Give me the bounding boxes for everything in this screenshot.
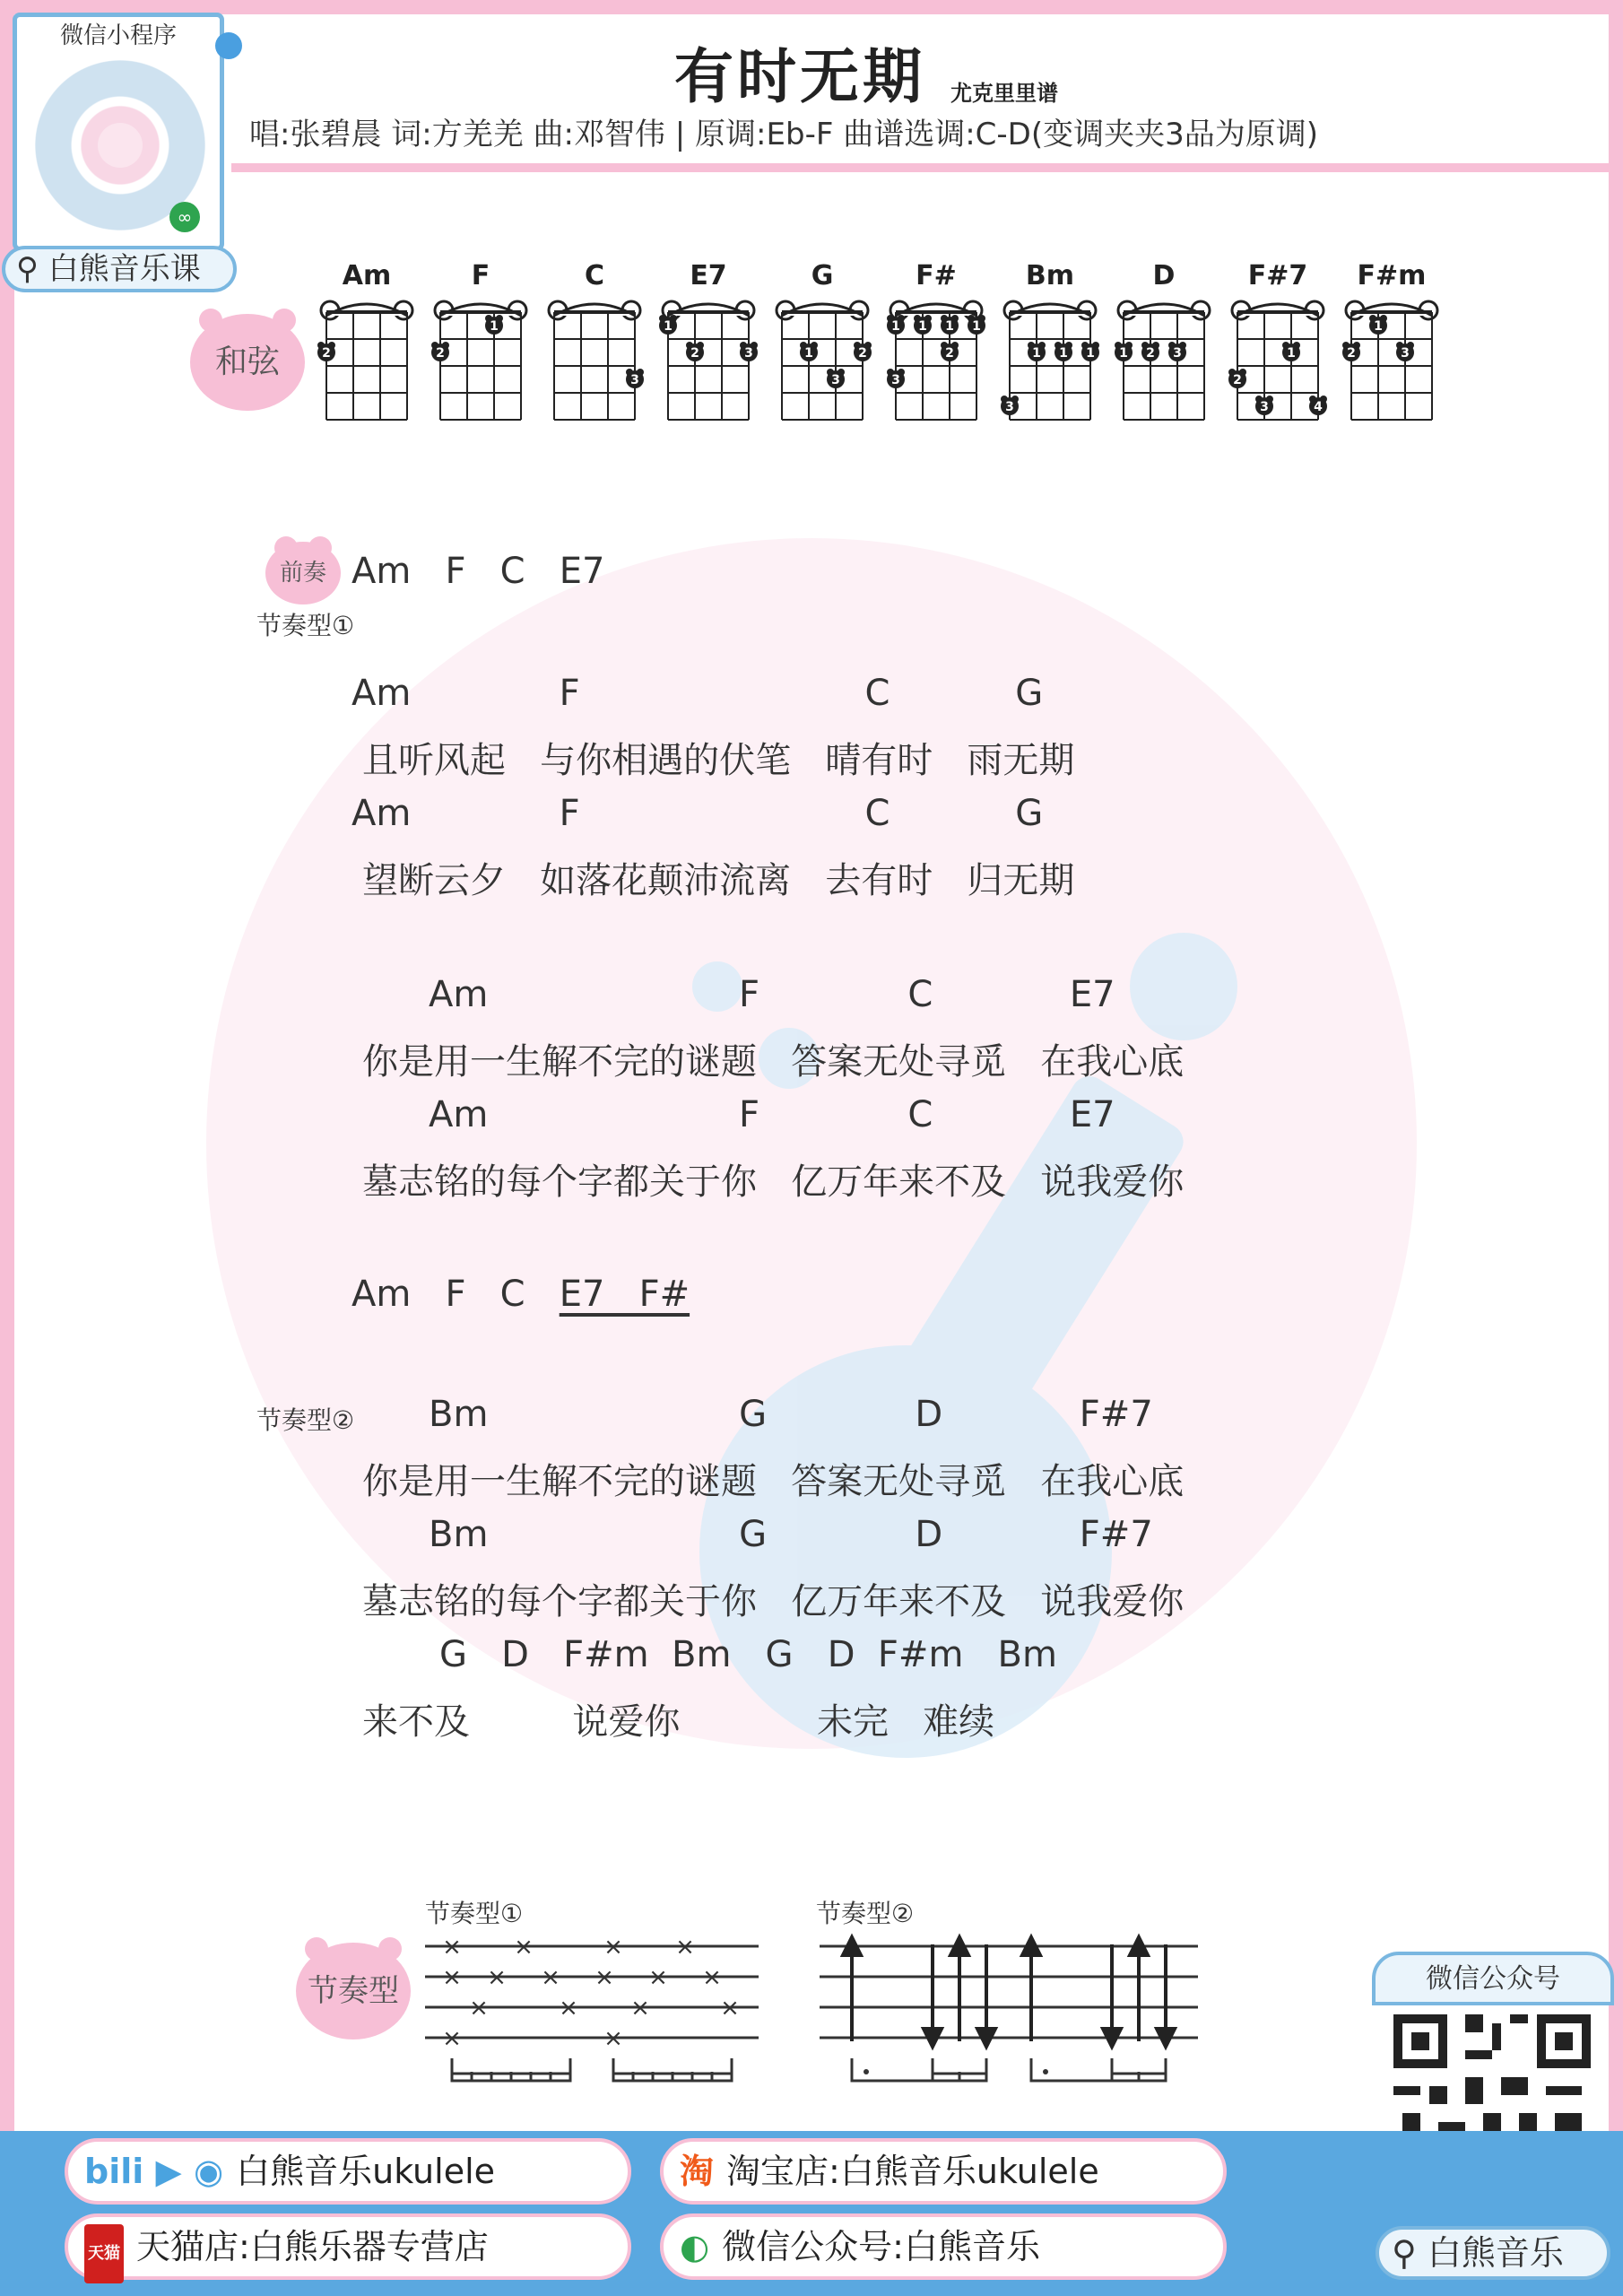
chord-diagram-c [545,260,644,430]
finger-dot [626,369,644,388]
fretboard-grid [1228,296,1327,430]
svg-text:1: 1 [664,319,673,334]
wechat-label: 微信公众号:白熊音乐 [722,2227,1040,2266]
chorus2-chords-1: Bm G D F#7 [429,1394,1153,1435]
svg-text:×: × [595,1964,614,1991]
mini-program-code-icon[interactable] [35,60,205,230]
finger-dot [854,342,872,361]
chorus1-chords-2: Am F C E7 [429,1094,1115,1135]
header-divider [231,163,1609,172]
wechat-search[interactable] [1376,2226,1610,2280]
chord-name: F# [916,260,957,291]
tmall-link[interactable] [65,2213,631,2280]
chord-diagram-fsharpm [1342,260,1441,430]
finger-dot [1028,342,1046,361]
finger-dot [941,342,959,361]
svg-text:×: × [559,1995,578,2022]
verse-lyric-2: 望断云夕 如落花颠沛流离 去有时 归无期 [362,860,1075,901]
chorus1-lyric-2: 墓志铭的每个字都关于你 亿万年来不及 说我爱你 [362,1161,1185,1203]
svg-text:2: 2 [1146,346,1155,361]
chord-name: Bm [1025,260,1075,291]
finger-dot [941,315,959,335]
finger-dot [1282,342,1300,361]
svg-text:×: × [702,1964,722,1991]
chorus1-chords-1: Am F C E7 [429,974,1115,1015]
song-subtitle: 尤克里里谱 [950,81,1058,106]
svg-text:3: 3 [1401,346,1410,361]
search-icon: ⚲ [1392,2233,1428,2273]
finger-dot [1141,342,1159,361]
chord-diagram-g [773,260,872,430]
svg-text:2: 2 [858,346,867,361]
svg-text:×: × [442,1964,462,1991]
intro-badge [265,542,341,604]
chorus2-chords-2: Bm G D F#7 [429,1514,1153,1555]
svg-text:×: × [442,2025,462,2052]
svg-text:3: 3 [744,346,753,361]
svg-text:×: × [603,1934,623,1961]
rhythm-badge [296,1943,411,2039]
verse-lyric-1: 且听风起 与你相遇的伏笔 晴有时 雨无期 [362,740,1075,781]
interlude-chords [352,1274,690,1315]
svg-text:3: 3 [891,373,900,387]
search-icon: ⚲ [16,251,48,287]
wechat-icon: ◐ [680,2227,710,2266]
intro-chords: Am F C E7 [352,551,605,592]
mini-program-search-label: 白熊音乐课 [48,251,201,287]
finger-dot [659,315,677,335]
svg-text:×: × [630,1995,650,2022]
mini-program-card[interactable] [13,13,224,251]
fretboard-grid [1001,296,1099,430]
rhythm-pattern-2 [816,1928,1202,2090]
svg-text:1: 1 [891,319,900,334]
fretboard-grid [887,296,985,430]
chords-badge [190,314,305,411]
mini-program-link-icon: ∞ [169,202,200,232]
interlude-chords-plain: Am F C [352,1274,560,1315]
chord-name: F#7 [1247,260,1308,291]
svg-text:2: 2 [1233,373,1242,387]
rhythm-pattern-1-label: 节奏型① [425,1899,524,1928]
svg-text:×: × [514,1934,534,1961]
svg-text:×: × [720,1995,740,2022]
finger-dot [827,369,845,388]
wechat-link[interactable] [660,2213,1227,2280]
finger-dot [1055,342,1072,361]
ending-chords: G D F#m Bm G D F#m Bm [439,1634,1057,1675]
chord-name: G [811,260,834,291]
wechat-search-label: 白熊音乐 [1427,2233,1564,2273]
svg-text:×: × [648,1964,668,1991]
finger-dot [1081,342,1099,361]
intro-rhythm-note: 节奏型① [256,611,355,640]
svg-text:1: 1 [490,319,499,334]
svg-text:1: 1 [1119,346,1128,361]
svg-text:1: 1 [1059,346,1068,361]
finger-dot [1228,369,1246,388]
chorus2-lyric-2: 墓志铭的每个字都关于你 亿万年来不及 说我爱你 [362,1581,1185,1622]
chord-name: F [471,260,490,291]
taobao-label: 淘宝店:白熊音乐ukulele [726,2152,1099,2191]
svg-text:×: × [675,1934,695,1961]
finger-dot [740,342,758,361]
svg-text:3: 3 [1173,346,1182,361]
chord-name: D [1152,260,1176,291]
finger-dot [914,315,932,335]
svg-text:3: 3 [630,373,639,387]
chord-diagram-e7 [659,260,758,430]
taobao-link[interactable] [660,2138,1227,2205]
chord-diagram-am [317,260,416,430]
song-title: 有时无期 [674,42,925,111]
chord-name: C [584,260,605,291]
finger-dot [1168,342,1186,361]
wechat-official-label: 微信公众号 [1372,1952,1614,2005]
fretboard-grid [545,296,644,430]
chords-badge-label: 和弦 [214,344,280,380]
svg-text:×: × [541,1964,560,1991]
finger-dot [1115,342,1133,361]
chord-diagram-d [1115,260,1213,430]
svg-text:1: 1 [1287,346,1296,361]
svg-text:×: × [487,1964,507,1991]
chord-name: F#m [1357,260,1427,291]
svg-text:×: × [469,1995,489,2022]
finger-dot [1369,315,1387,335]
finger-dot [686,342,704,361]
svg-text:1: 1 [1086,346,1095,361]
verse-chords-2: Am F C G [352,793,1044,834]
finger-dot [1396,342,1414,361]
mini-program-search[interactable] [2,246,237,292]
svg-text:2: 2 [690,346,699,361]
svg-text:2: 2 [436,346,445,361]
taobao-icon: 淘 [680,2152,715,2191]
svg-text:4: 4 [1314,400,1323,414]
svg-text:1: 1 [945,319,954,334]
tmall-icon: 天猫 [84,2224,124,2283]
fretboard-grid [431,296,530,430]
chord-diagram-fsharp7 [1228,260,1327,430]
finger-dot [887,369,905,388]
finger-dot [485,315,503,335]
verse-chords-1: Am F C G [352,673,1044,714]
bilibili-icon: bili ▶ ◉ [84,2152,224,2191]
finger-dot [317,342,335,361]
fretboard-grid [317,296,416,430]
chord-diagram-bm [1001,260,1099,430]
svg-text:2: 2 [1347,346,1356,361]
song-info: 唱:张碧晨 词:方羌羌 曲:邓智伟 | 原调:Eb-F 曲谱选调:C-D(变调夹夹3品为原调) [249,117,1319,152]
svg-text:3: 3 [831,373,840,387]
interlude-chords-underlined: E7 F# [559,1274,690,1315]
pin-dot-icon [215,32,242,59]
svg-text:×: × [603,2025,623,2052]
svg-text:2: 2 [322,346,331,361]
svg-text:1: 1 [918,319,927,334]
svg-text:2: 2 [945,346,954,361]
chord-name: Am [342,260,392,291]
mini-program-label: 微信小程序 [59,22,177,49]
chord-diagram-f [431,260,530,430]
svg-text:3: 3 [1260,400,1269,414]
rhythm-pattern-1 [421,1928,762,2090]
bear-logo-icon [98,123,143,168]
chorus2-rhythm-note: 节奏型② [256,1405,355,1435]
finger-dot [431,342,449,361]
finger-dot [887,315,905,335]
fretboard-grid [1115,296,1213,430]
intro-badge-label: 前奏 [279,560,326,587]
chord-diagram-fsharp [887,260,985,430]
fretboard-grid [1342,296,1441,430]
chorus1-lyric-1: 你是用一生解不完的谜题 答案无处寻觅 在我心底 [362,1041,1185,1083]
svg-text:1: 1 [972,319,981,334]
finger-dot [800,342,818,361]
bilibili-link[interactable] [65,2138,631,2205]
svg-text:1: 1 [1032,346,1041,361]
svg-text:1: 1 [1374,319,1383,334]
svg-text:1: 1 [804,346,813,361]
bilibili-label: 白熊音乐ukulele [236,2152,496,2191]
finger-dot [1001,396,1019,415]
rhythm-badge-label: 节奏型 [308,1973,399,2009]
finger-dot [1255,396,1273,415]
ending-lyric: 来不及 说爱你 未完 难续 [362,1701,995,1743]
tmall-label: 天猫店:白熊乐器专营店 [136,2227,489,2266]
rhythm-pattern-2-label: 节奏型② [816,1899,915,1928]
svg-text:×: × [442,1934,462,1961]
finger-dot [1309,396,1327,415]
fretboard-grid [659,296,758,430]
fretboard-grid [773,296,872,430]
svg-text:3: 3 [1005,400,1014,414]
chord-name: E7 [690,260,727,291]
chorus2-lyric-1: 你是用一生解不完的谜题 答案无处寻觅 在我心底 [362,1461,1185,1502]
finger-dot [1342,342,1360,361]
finger-dot [968,315,985,335]
